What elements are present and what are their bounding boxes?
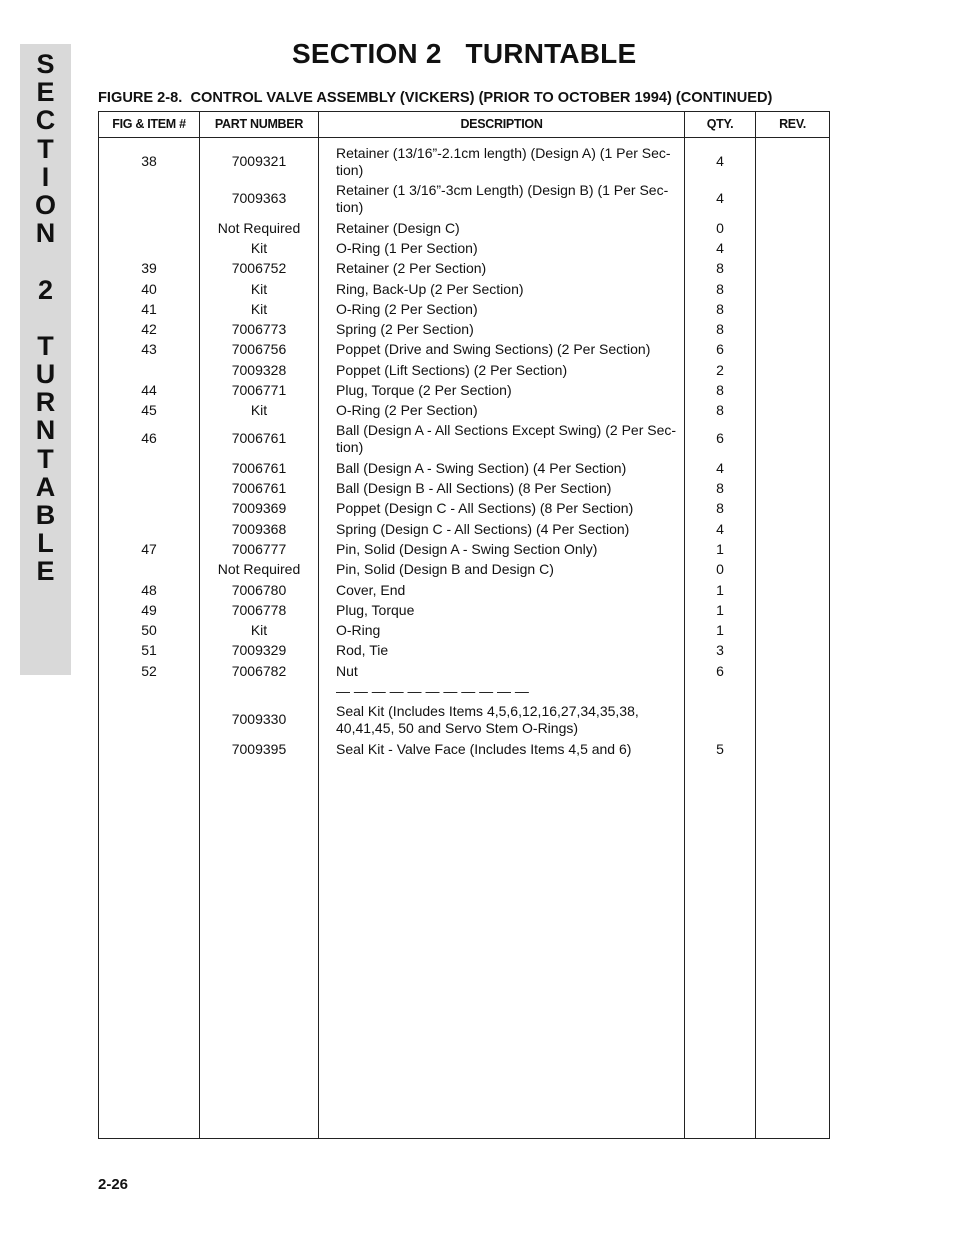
side-tab-letter: I [41,161,50,192]
table-row [99,661,829,681]
part-number-cell-text: Kit [250,239,268,256]
part-number-cell-text: Kit [250,621,268,638]
qty-cell-text: 1 [716,601,724,618]
description-cell-text: Nut [336,662,358,679]
side-tab-letter: N [35,218,56,249]
table-row [99,319,829,339]
part-number-cell [200,319,318,339]
qty-cell [685,620,755,640]
part-number-cell-text: 7006752 [231,259,287,276]
qty-cell-text: 4 [716,190,724,206]
qty-cell-text: 8 [716,401,724,418]
fig-item-cell [99,600,199,620]
description-cell-text: Ball (Design A - Swing Section) (4 Per Section) [336,459,627,476]
qty-cell [685,258,755,278]
section-title: SECTION 2 TURNTABLE [292,38,637,69]
col-header-qty: QTY. [706,117,734,131]
rev-cell [756,739,829,759]
part-number-cell [200,180,318,217]
description-cell-text: Plug, Torque (2 Per Section) [336,381,512,398]
qty-cell-text: 4 [716,153,724,169]
description-cell [336,319,682,339]
qty-cell [685,218,755,238]
part-number-cell [200,299,318,319]
description-cell-text: O-Ring [336,621,381,638]
fig-item-cell [99,180,199,217]
part-number-cell [200,519,318,539]
part-number-cell-text: Kit [250,280,268,297]
side-tab-letter: N [35,415,56,446]
qty-cell [685,279,755,299]
part-number-cell-text: Kit [250,300,268,317]
fig-item-cell-text: 52 [141,662,157,679]
part-number-cell [200,258,318,278]
part-number-cell [200,498,318,518]
col-header-description: DESCRIPTION [460,117,543,131]
description-cell-text: Retainer (2 Per Section) [336,259,487,276]
fig-item-cell [99,400,199,420]
side-tab-letter: O [34,189,56,220]
description-cell [336,640,682,660]
part-number-cell [200,559,318,579]
description-cell-text: O-Ring (2 Per Section) [336,300,478,317]
qty-cell-text: 1 [716,540,724,557]
table-row [99,400,829,420]
part-number-cell [200,420,318,457]
part-number-cell [200,380,318,400]
rev-cell [756,420,829,457]
qty-cell-text: 1 [716,621,724,638]
fig-item-cell [99,519,199,539]
qty-cell [685,580,755,600]
fig-item-cell-text: 42 [141,320,157,337]
qty-cell [685,319,755,339]
rev-cell [756,640,829,660]
part-number-cell [200,478,318,498]
part-number-cell-text: 7009329 [231,641,287,658]
description-cell-text: Ball (Design A - All Sections Except Swing) (2 Per Sec- tion) [336,421,677,455]
side-tab-letter: E [36,556,55,587]
part-number-cell-text: 7009395 [231,740,287,757]
fig-item-cell [99,739,199,759]
part-number-cell-text: 7009321 [231,153,287,169]
description-cell-text: Retainer (Design C) [336,219,460,236]
section-side-tab [20,44,71,675]
description-cell [336,600,682,620]
part-number-cell-text: Not Required [217,560,301,577]
rev-cell [756,339,829,359]
table-row [99,458,829,478]
rev-cell [756,143,829,180]
fig-item-cell-text: 40 [141,280,157,297]
description-cell [336,498,682,518]
side-tab-letter: B [35,500,56,530]
rev-cell [756,458,829,478]
table-row [99,258,829,278]
qty-cell-text: 8 [716,259,724,276]
side-tab-letter: T [37,133,54,164]
rev-cell [756,478,829,498]
qty-cell-text: 6 [716,340,724,357]
qty-cell [685,400,755,420]
rev-cell [756,580,829,600]
description-cell [336,458,682,478]
part-number-cell-text: Kit [250,401,268,418]
rev-cell [756,238,829,258]
side-tab-letter: 2 [37,274,54,305]
description-cell-text: Poppet (Lift Sections) (2 Per Section) [336,361,568,378]
qty-cell-text: 8 [716,280,724,297]
fig-item-cell-text: 46 [141,430,157,446]
table-row [99,238,829,258]
fig-item-cell [99,640,199,660]
table-row [99,640,829,660]
description-cell [336,380,682,400]
table-row [99,380,829,400]
side-tab-letter: C [35,105,56,136]
qty-cell-text: 4 [716,520,724,537]
qty-cell-text: 8 [716,300,724,317]
part-number-cell [200,701,318,738]
part-number-cell [200,279,318,299]
description-cell [336,519,682,539]
part-number-cell-text: 7006778 [231,601,287,618]
qty-cell-text: 4 [716,459,724,476]
part-number-cell-text: 7009369 [231,499,287,516]
part-number-cell [200,580,318,600]
part-number-cell [200,238,318,258]
fig-item-cell [99,458,199,478]
table-row [99,143,829,180]
description-cell-text: Retainer (13/16”-2.1cm length) (Design A) (1 Per Sec- tion) [336,144,671,178]
fig-item-cell [99,380,199,400]
fig-item-cell [99,258,199,278]
description-cell [336,279,682,299]
col-header-fig-item: FIG & ITEM # [112,117,186,131]
fig-item-cell [99,701,199,738]
part-number-cell [200,600,318,620]
fig-item-cell [99,661,199,681]
table-row [99,559,829,579]
table-row [99,739,829,759]
rev-cell [756,258,829,278]
description-cell [336,701,682,738]
fig-item-cell-text: 50 [141,621,157,638]
description-cell-text: Pin, Solid (Design A - Swing Section Only) [336,540,598,557]
rev-cell [756,661,829,681]
table-row [99,580,829,600]
fig-item-cell-text: 44 [141,381,157,398]
description-cell-text: Spring (2 Per Section) [336,320,474,337]
part-number-cell-text: 7009363 [231,190,287,206]
description-cell [336,661,682,681]
qty-cell-text: 1 [716,581,724,598]
table-row [99,478,829,498]
part-number-cell-text: 7006777 [231,540,287,557]
table-row [99,218,829,238]
part-number-cell-text: 7006771 [231,381,287,398]
rev-cell [756,519,829,539]
description-cell [336,360,682,380]
table-row [99,420,829,457]
qty-cell [685,539,755,559]
description-cell-text: Plug, Torque [336,601,415,618]
qty-cell-text: 6 [716,662,724,679]
qty-cell [685,739,755,759]
table-row [99,701,829,738]
description-cell [336,218,682,238]
qty-cell [685,681,755,701]
table-row [99,539,829,559]
fig-item-cell [99,681,199,701]
table-row [99,519,829,539]
rev-cell [756,279,829,299]
fig-item-cell [99,143,199,180]
description-cell [336,238,682,258]
part-number-cell [200,661,318,681]
fig-item-cell-text: 39 [141,259,157,276]
description-cell-text: Pin, Solid (Design B and Design C) [336,560,554,577]
description-cell-text: Cover, End [336,581,406,598]
rev-cell [756,498,829,518]
rev-cell [756,559,829,579]
fig-item-cell-text: 43 [141,340,157,357]
table-row [99,600,829,620]
qty-cell [685,143,755,180]
part-number-cell-text: 7006773 [231,320,287,337]
fig-item-cell [99,539,199,559]
side-tab-letter: T [37,330,54,361]
description-cell [336,739,682,759]
fig-item-cell [99,238,199,258]
description-cell-text: Retainer (1 3/16”-3cm Length) (Design B) (1 Per Sec- tion) [336,181,669,215]
fig-item-cell [99,620,199,640]
qty-cell [685,360,755,380]
fig-item-cell-text: 51 [141,641,157,658]
side-tab-letter: R [35,387,56,418]
part-number-cell [200,218,318,238]
description-cell [336,559,682,579]
part-number-cell-text: 7006761 [231,459,287,476]
side-tab-letter: E [36,77,55,108]
table-row [99,681,829,701]
description-cell [336,299,682,319]
col-header-part-number: PART NUMBER [214,117,304,131]
part-number-cell-text: 7006761 [231,479,287,496]
description-cell-text: — — — — — — — — — — — [336,682,529,699]
description-cell [336,143,682,180]
rev-cell [756,360,829,380]
fig-item-cell-text: 38 [141,153,157,169]
qty-cell-text: 0 [716,219,724,236]
qty-cell-text: 4 [716,239,724,256]
fig-item-cell [99,559,199,579]
part-number-cell-text: 7006756 [231,340,287,357]
fig-item-cell [99,279,199,299]
rev-cell [756,620,829,640]
qty-cell [685,420,755,457]
part-number-cell-text: 7009328 [231,361,287,378]
part-number-cell-text: 7009330 [231,711,287,727]
qty-cell-text: 5 [716,740,724,757]
description-cell-text: O-Ring (2 Per Section) [336,401,478,418]
qty-cell-text: 8 [716,479,724,496]
fig-item-cell-text: 49 [141,601,157,618]
side-tab-letter: U [35,359,56,390]
part-number-cell-text: 7006782 [231,662,287,679]
description-cell-text: Seal Kit (Includes Items 4,5,6,12,16,27,34,35,38, 40,41,45, 50 and Servo Stem O-Rings) [336,702,639,736]
part-number-cell-text: 7006761 [231,430,287,446]
part-number-cell-text: 7009368 [231,520,287,537]
part-number-cell [200,539,318,559]
description-cell-text: Ball (Design B - All Sections) (8 Per Section) [336,479,612,496]
description-cell-text: Rod, Tie [336,641,389,658]
qty-cell [685,238,755,258]
description-cell [336,339,682,359]
qty-cell-text: 8 [716,499,724,516]
description-cell-text: Spring (Design C - All Sections) (4 Per Section) [336,520,630,537]
fig-item-cell [99,360,199,380]
description-cell [336,681,682,701]
qty-cell-text: 8 [716,381,724,398]
parts-table [98,111,830,1139]
rev-cell [756,180,829,217]
qty-cell [685,519,755,539]
page-number: 2-26 [98,1176,129,1193]
fig-item-cell [99,478,199,498]
table-row [99,360,829,380]
fig-item-cell [99,299,199,319]
table-row [99,299,829,319]
qty-cell [685,559,755,579]
qty-cell [685,180,755,217]
rev-cell [756,319,829,339]
description-cell-text: Ring, Back-Up (2 Per Section) [336,280,524,297]
part-number-cell [200,620,318,640]
part-number-cell [200,400,318,420]
description-cell [336,539,682,559]
col-header-rev: REV. [779,117,806,131]
fig-item-cell-text: 41 [141,300,157,317]
rev-cell [756,218,829,238]
description-cell [336,620,682,640]
qty-cell [685,299,755,319]
qty-cell [685,380,755,400]
description-cell [336,258,682,278]
qty-cell-text: 3 [716,641,724,658]
fig-item-cell [99,420,199,457]
qty-cell [685,661,755,681]
side-tab-letter: T [37,443,54,474]
part-number-cell [200,339,318,359]
rev-cell [756,600,829,620]
qty-cell-text: 6 [716,430,724,446]
qty-cell-text: 0 [716,560,724,577]
description-cell-text: Seal Kit - Valve Face (Includes Items 4,5 and 6) [336,740,632,757]
rev-cell [756,400,829,420]
rev-cell [756,681,829,701]
description-cell [336,400,682,420]
side-tab-letter: L [37,528,54,559]
table-row [99,620,829,640]
figure-title: FIGURE 2-8. CONTROL VALVE ASSEMBLY (VICKERS) (PRIOR TO OCTOBER 1994) (CONTINUED) [98,90,773,106]
description-cell [336,420,682,457]
qty-cell [685,640,755,660]
qty-cell-text: 2 [716,361,724,378]
part-number-cell [200,640,318,660]
part-number-cell [200,681,318,701]
qty-cell [685,600,755,620]
fig-item-cell-text: 45 [141,401,157,418]
qty-cell [685,478,755,498]
qty-cell [685,339,755,359]
part-number-cell [200,458,318,478]
fig-item-cell [99,218,199,238]
rev-cell [756,299,829,319]
table-row [99,180,829,217]
fig-item-cell [99,498,199,518]
table-header-row [99,112,829,138]
rev-cell [756,701,829,738]
part-number-cell [200,360,318,380]
qty-cell [685,701,755,738]
fig-item-cell-text: 47 [141,540,157,557]
description-cell-text: O-Ring (1 Per Section) [336,239,478,256]
rev-cell [756,539,829,559]
table-row [99,279,829,299]
description-cell-text: Poppet (Design C - All Sections) (8 Per Section) [336,499,634,516]
qty-cell [685,498,755,518]
fig-item-cell [99,339,199,359]
description-cell [336,478,682,498]
description-cell [336,580,682,600]
fig-item-cell [99,580,199,600]
part-number-cell-text: Not Required [217,219,301,236]
part-number-cell [200,143,318,180]
fig-item-cell [99,319,199,339]
side-tab-letter: S [36,49,55,79]
qty-cell-text: 8 [716,320,724,337]
side-tab-letters [20,50,71,586]
part-number-cell [200,739,318,759]
table-row [99,498,829,518]
description-cell-text: Poppet (Drive and Swing Sections) (2 Per Section) [336,340,651,357]
qty-cell [685,458,755,478]
fig-item-cell-text: 48 [141,581,157,598]
description-cell [336,180,682,217]
part-number-cell-text: 7006780 [231,581,287,598]
table-row [99,339,829,359]
side-tab-letter: A [35,471,56,502]
rev-cell [756,380,829,400]
